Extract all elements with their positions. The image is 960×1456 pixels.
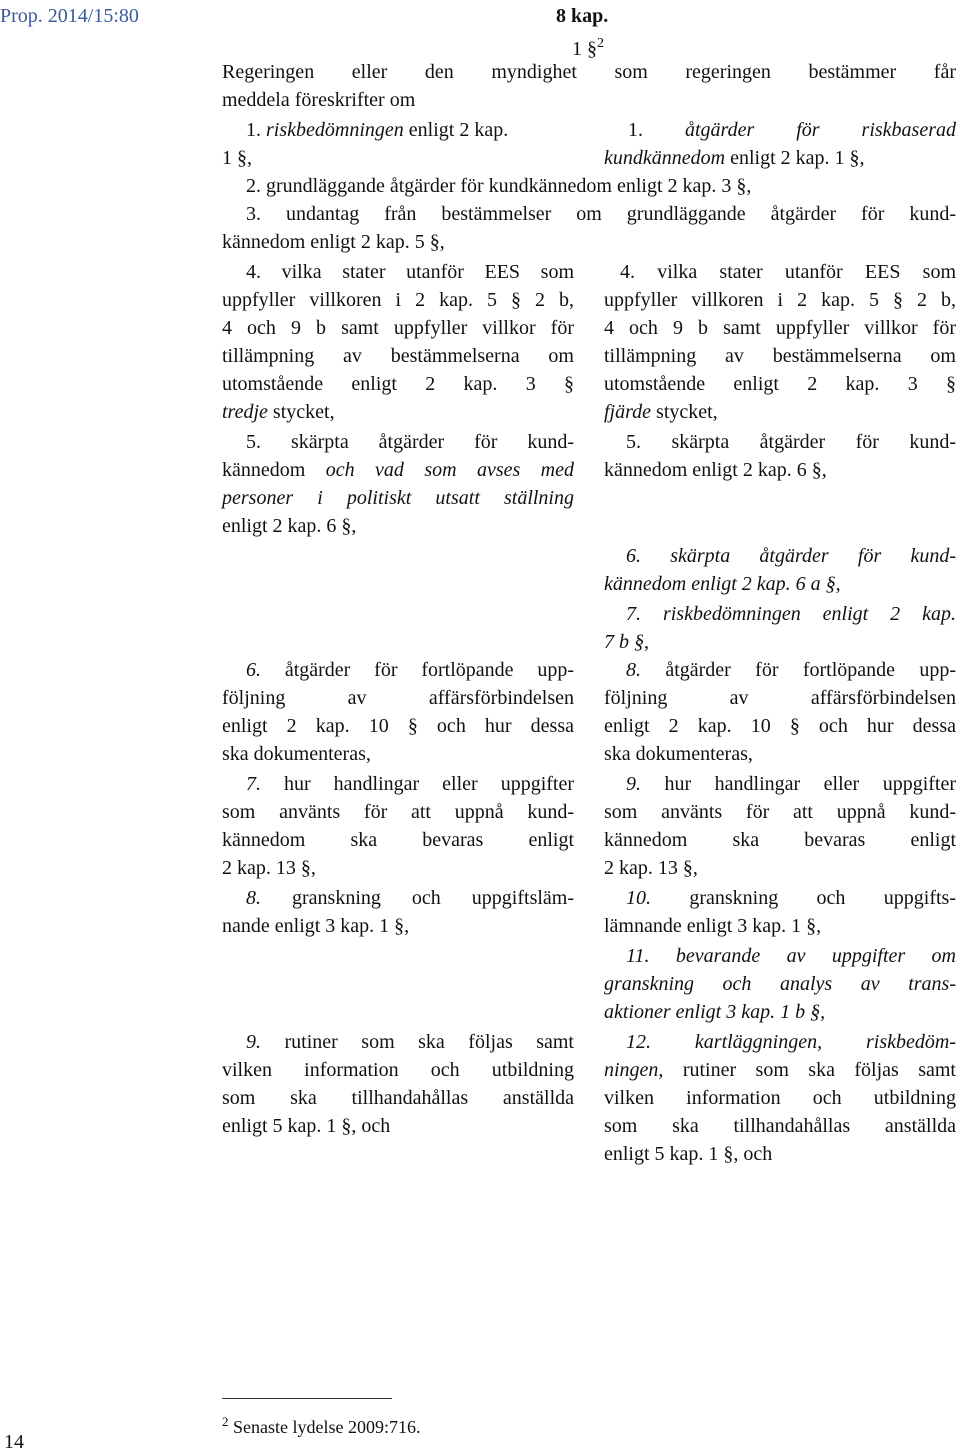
right-item-9-line-4: 2 kap. 13 §,	[604, 857, 698, 879]
page-number: 14	[4, 1431, 24, 1453]
left-item-4-line-6: tredje stycket,	[222, 401, 335, 423]
right-item-11-line-3: aktioner enligt 3 kap. 1 b §,	[604, 1001, 826, 1023]
right-item-12-line-3: vilken information och utbildning	[604, 1087, 956, 1109]
left-item-4-line-5: utomstående enligt 2 kap. 3 §	[222, 373, 574, 395]
right-item-8-line-1: 8. åtgärder för fortlöpande upp-	[626, 659, 956, 681]
right-item-4-line-1: 4. vilka stater utanför EES som	[620, 261, 956, 283]
chapter-heading: 8 kap.	[556, 5, 609, 27]
proposition-id: Prop. 2014/15:80	[0, 5, 139, 27]
left-item-9-line-4: enligt 5 kap. 1 §, och	[222, 1115, 391, 1137]
left-item-4-line-1: 4. vilka stater utanför EES som	[246, 261, 574, 283]
paragraph-number: 1	[572, 38, 582, 60]
left-item-9-line-2: vilken information och utbildning	[222, 1059, 574, 1081]
right-item-4-line-3: 4 och 9 b samt uppfyller villkor för	[604, 317, 956, 339]
left-item-6-line-1: 6. åtgärder för fortlöpande upp-	[246, 659, 574, 681]
item-3-line-2: kännedom enligt 2 kap. 5 §,	[222, 231, 445, 253]
footnote-number: 2	[222, 1414, 229, 1429]
right-item-10-line-2: lämnande enligt 3 kap. 1 §,	[604, 915, 822, 937]
left-item-7-line-2: som använts för att uppnå kund-	[222, 801, 574, 823]
left-item-9-line-1: 9. rutiner som ska följas samt	[246, 1031, 574, 1053]
left-item-6-line-2: följning av affärsförbindelsen	[222, 687, 574, 709]
right-item-5-line-1: 5. skärpta åtgärder för kund-	[626, 431, 956, 453]
left-item-7-line-4: 2 kap. 13 §,	[222, 857, 316, 879]
left-item-4-line-4: tillämpning av bestämmelserna om	[222, 345, 574, 367]
right-item-4-line-4: tillämpning av bestämmelserna om	[604, 345, 956, 367]
left-item-7-line-3: kännedom ska bevaras enligt	[222, 829, 574, 851]
left-item-5-line-3: personer i politiskt utsatt ställning	[222, 487, 574, 509]
right-item-4-line-5: utomstående enligt 2 kap. 3 §	[604, 373, 956, 395]
item-1-left-line-1: 1. riskbedömningen enligt 2 kap.	[246, 119, 509, 141]
left-item-6-line-4: ska dokumenteras,	[222, 743, 371, 765]
right-item-12-line-5: enligt 5 kap. 1 §, och	[604, 1143, 773, 1165]
intro-line-1: Regeringen eller den myndighet som regeringen bestämmer får	[222, 61, 956, 83]
right-item-7-line-2: 7 b §,	[604, 631, 649, 653]
right-item-4-line-2: uppfyller villkoren i 2 kap. 5 § 2 b,	[604, 289, 956, 311]
right-item-7-line-1: 7. riskbedömningen enligt 2 kap.	[626, 603, 956, 625]
left-item-7-line-1: 7. hur handlingar eller uppgifter	[246, 773, 575, 795]
footnote-divider	[222, 1398, 392, 1399]
item-3-line-1: 3. undantag från bestämmelser om grundläggande åtgärder för kund-	[246, 203, 956, 225]
left-item-5-line-1: 5. skärpta åtgärder för kund-	[246, 431, 574, 453]
right-item-9-line-3: kännedom ska bevaras enligt	[604, 829, 956, 851]
right-item-4-line-6: fjärde stycket,	[604, 401, 718, 423]
right-item-11-line-1: 11. bevarande av uppgifter om	[626, 945, 956, 967]
right-item-8-line-2: följning av affärsförbindelsen	[604, 687, 956, 709]
left-item-5-line-2: kännedom och vad som avses med	[222, 459, 575, 481]
left-item-9-line-3: som ska tillhandahållas anställda	[222, 1087, 574, 1109]
item-1-right-line-2: kundkännedom enligt 2 kap. 1 §,	[604, 147, 865, 169]
right-item-9-line-2: som använts för att uppnå kund-	[604, 801, 956, 823]
left-item-8-line-2: nande enligt 3 kap. 1 §,	[222, 915, 410, 937]
footnote	[222, 1408, 420, 1441]
intro-line-2: meddela föreskrifter om	[222, 89, 416, 111]
right-item-12-line-2: ningen, rutiner som ska följas samt	[604, 1059, 956, 1081]
item-1-left-line-2: 1 §,	[222, 147, 252, 169]
right-item-12-line-4: som ska tillhandahållas anställda	[604, 1115, 956, 1137]
left-item-8-line-1: 8. granskning och uppgiftsläm-	[246, 887, 574, 909]
right-item-6-line-1: 6. skärpta åtgärder för kund-	[626, 545, 956, 567]
left-item-5-line-4: enligt 2 kap. 6 §,	[222, 515, 357, 537]
item-2: 2. grundläggande åtgärder för kundkännedom enligt 2 kap. 3 §,	[246, 175, 752, 197]
right-item-12-line-1: 12. kartläggningen, riskbedöm-	[626, 1031, 956, 1053]
right-item-8-line-4: ska dokumenteras,	[604, 743, 753, 765]
footnote-text: Senaste lydelse 2009:716.	[233, 1417, 421, 1437]
left-item-4-line-2: uppfyller villkoren i 2 kap. 5 § 2 b,	[222, 289, 574, 311]
right-item-5-line-2: kännedom enligt 2 kap. 6 §,	[604, 459, 827, 481]
right-item-8-line-3: enligt 2 kap. 10 § och hur dessa	[604, 715, 956, 737]
section-sign-icon: §	[587, 38, 597, 60]
item-1-right-line-1: 1. åtgärder för riskbaserad	[628, 119, 956, 141]
footnote-reference: 2	[597, 36, 604, 51]
right-item-6-line-2: kännedom enligt 2 kap. 6 a §,	[604, 573, 841, 595]
right-item-10-line-1: 10. granskning och uppgifts-	[626, 887, 956, 909]
left-item-6-line-3: enligt 2 kap. 10 § och hur dessa	[222, 715, 574, 737]
left-item-4-line-3: 4 och 9 b samt uppfyller villkor för	[222, 317, 574, 339]
right-item-9-line-1: 9. hur handlingar eller uppgifter	[626, 773, 957, 795]
right-item-11-line-2: granskning och analys av trans-	[604, 973, 956, 995]
